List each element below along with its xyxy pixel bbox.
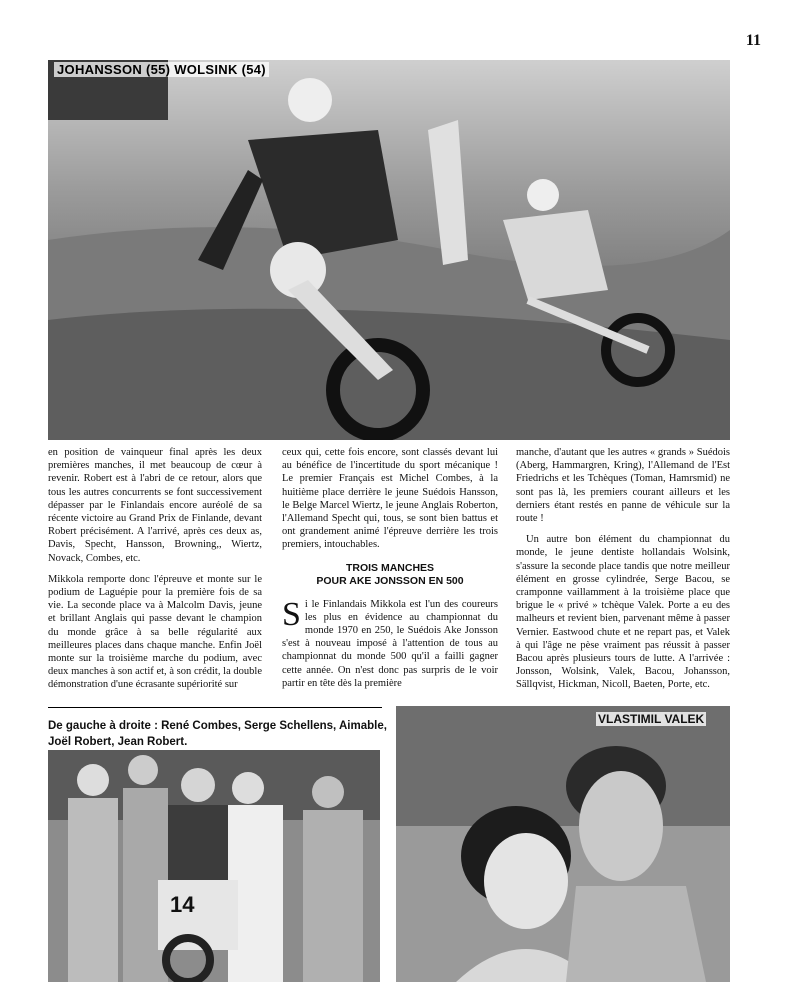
paragraph: manche, d'autant que les autres « grands » Suédois (Aberg, Hammargren, Kring), l'Allemand de l'Est Friedrichs et les Tchèques (Toman, Hamrsmid) ne sont pas là, les premiers courant ailleurs et les derniers étant restés en panne de véhicule sur la route ! [516,447,730,525]
group-photo-caption: De gauche à droite : René Combes, Serge Schellens, Aimable, Joël Robert, Jean Robert. [48,720,387,748]
paragraph: Mikkola remporte donc l'épreuve et monte sur le podium de Laguépie pour la première fois de sa vie. La seconde place va à Malcolm Davis, jeune et brillant Anglais qui passe devant le champion du monde grâce à sa belle régularité aux meilleures places dans chaque manche. Enfin Joël monte sur la troisième marche du podium, avec deux manches à son actif et, à son crédit, la double démonstration d'une écrasante supériorité sur [48,573,262,691]
photo-caption: JOHANSSON (55) WOLSINK (54) [54,62,269,77]
group-photo [48,750,380,982]
section-heading: TROIS MANCHES POUR AKE JONSSON EN 500 [316,561,464,587]
paragraph: ceux qui, cette fois encore, sont classés devant lui au bénéfice de l'incertitude du sport mécanique ! Le premier Français est Michel Combes, à la huitième place derrière le jeune Suédois Hansson, le Belge Marcel Wiertz, le jeune Anglais Roberton, l'Allemand Specht qui, tous, se sont bien battus et ont grandement animé l'épreuve derrière les trois premiers, intouchables. [282,447,498,551]
page-number: 11 [745,32,761,49]
article-column-3 [516,446,730,700]
rider-number: 14 [170,892,195,917]
portrait-caption: VLASTIMIL VALEK [598,712,705,726]
article-column-1 [48,446,262,700]
divider [48,707,382,708]
portrait-photo [396,706,730,982]
paragraph: en position de vainqueur final après les deux premières manches, il met beaucoup de cœur à revenir. Robert est à l'abri de ce retour, alors que tous les autres concurrents se font successivement dépasser par le Finlandais encore auréolé de sa récente victoire au Grand Prix de Finlande, devant Robert précisément. A l'arrivé, après ces deux as, Davis, Specht, Hansson, Browning,, Wiertz, Novack, Combes, etc. [48,447,262,564]
motocross-photo [48,60,730,440]
article-column-2 [282,446,498,698]
drop-cap: S [282,595,301,633]
paragraph: Si le Finlandais Mikkola est l'un des coureurs les plus en évidence au championnat du monde 1970 en 250, le Suédois Ake Jonsson s'est à nouveau imposé à l'attention de tous au championnat du monde 500 qu'il a failli gagner cette année. On n'est donc pas surpris de le voir partir en tête dès la première [282,595,498,689]
paragraph: Un autre bon élément du championnat du monde, le jeune dentiste hollandais Wolsink, s'assure la seconde place tandis que notre meilleur élément en grosse cylindrée, Serge Bacou, se cramponne vaillamment à la troisième place que brigue le « privé » tchèque Valek. Porte a eu des malheurs et revient bien, parvenant même à passer Vernier. Eastwood chute et ne repart pas, et Valek à qui l'âge ne pèse vraiment pas réussit à passer Bacou après plusieurs tours de lutte. A l'arrivée : Jonsson, Wolsink, Valek, Bacou, Johansson, Sällqvist, Hickman, Nicoll, Baeten, Porte, etc. [516,534,730,691]
